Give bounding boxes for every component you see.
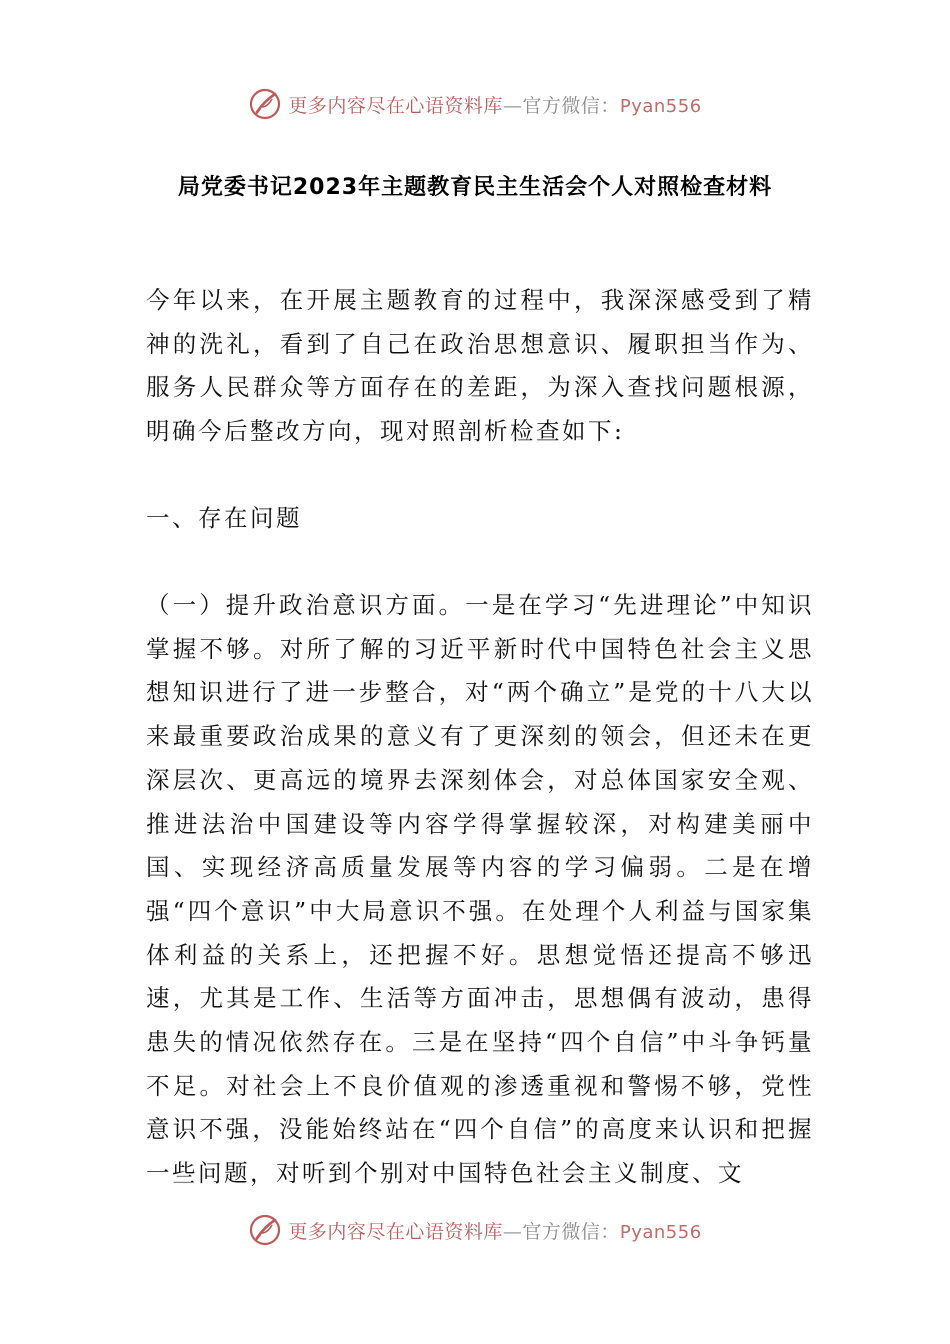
quill-logo-icon [248, 87, 282, 121]
watermark-separator: — [502, 1220, 523, 1243]
watermark-wechat-id: Pyan556 [619, 95, 702, 117]
section-heading-block [146, 497, 814, 541]
watermark-main: 更多内容尽在心语资料库 [288, 94, 503, 117]
watermark-wechat-label: 官方微信： [522, 1220, 620, 1243]
intro-paragraph-block [146, 279, 814, 454]
quill-logo-icon [248, 1213, 282, 1247]
section-body-block [146, 584, 814, 1196]
watermark-footer [0, 1210, 950, 1250]
section-heading: 一、存在问题 [146, 504, 302, 532]
section-body-paragraph: （一）提升政治意识方面。一是在学习“先进理论”中知识掌握不够。对所了解的习近平新时代中国特色社会主义思想知识进行了进一步整合，对“两个确立”是党的十八大以来最重要政治成果的意义有了更深刻的领会，但还未在更深层次、更高远的境界去深刻体会，对总体国家安全观、推进法治中国建设等内容学得掌握较深，对构建美丽中国、实现经济高质量发展等内容的学习偏弱。二是在增强“四个意识”中大局意识不强。在处理个人利益与国家集体利益的关系上，还把握不好。思想觉悟还提高不够迅速，尤其是工作、生活等方面冲击，思想偶有波动，患得患失的情况依然存在。三是在坚持“四个自信”中斗争钙量不足。对社会上不良价值观的渗透重视和警惕不够，党性意识不强，没能始终站在“四个自信”的高度来认识和把握一些问题，对听到个别对中国特色社会主义制度、文 [146, 591, 814, 1188]
watermark-text [288, 1217, 701, 1244]
watermark-wechat-label: 官方微信： [522, 94, 620, 117]
watermark-wechat-id: Pyan556 [619, 1221, 702, 1243]
watermark-header [0, 84, 950, 124]
document-title: 局党委书记2023年主题教育民主生活会个人对照检查材料 [177, 175, 773, 200]
watermark-main: 更多内容尽在心语资料库 [288, 1220, 503, 1243]
watermark-text [288, 91, 701, 118]
watermark-separator: — [502, 94, 523, 117]
intro-paragraph: 今年以来，在开展主题教育的过程中，我深深感受到了精神的洗礼，看到了自己在政治思想意识、履职担当作为、服务人民群众等方面存在的差距，为深入查找问题根源，明确今后整改方向，现对照剖析检查如下: [146, 286, 814, 446]
